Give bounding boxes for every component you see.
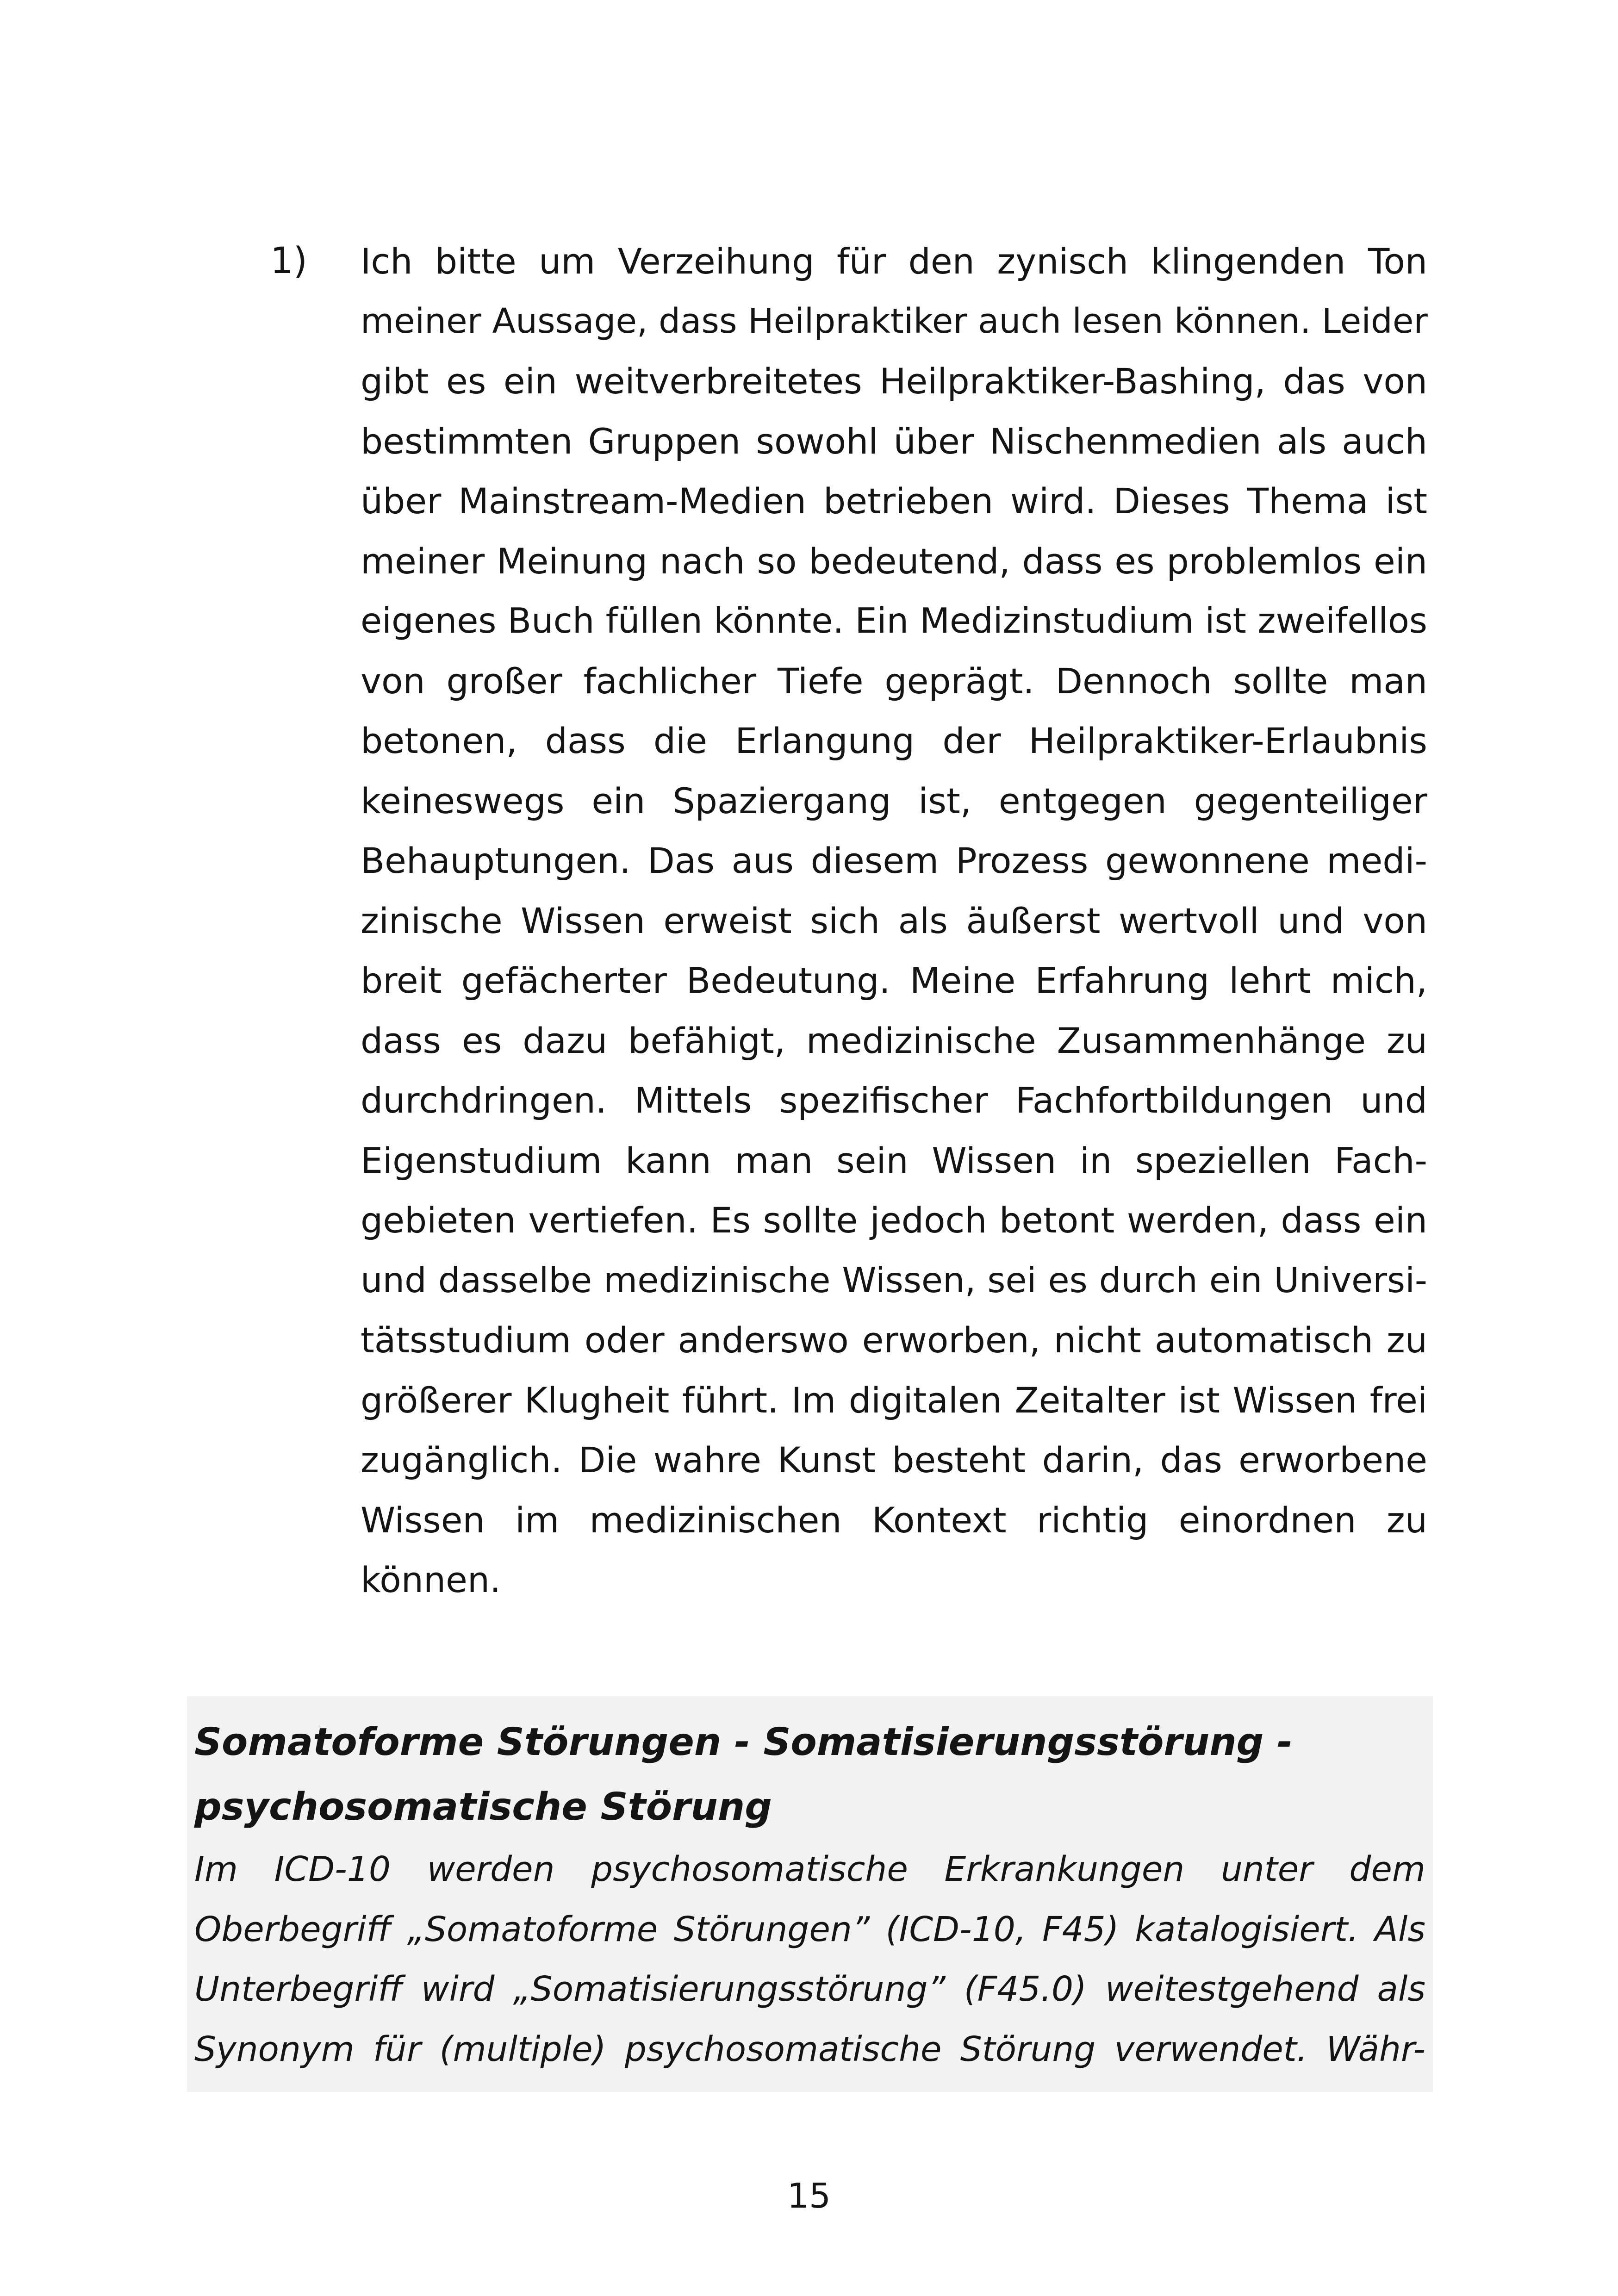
footnote-line: gibt es ein weitverbreitetes Heilpraktiker-Bashing, das von bbox=[361, 361, 1427, 402]
footnote-text bbox=[361, 231, 1427, 1610]
section-body bbox=[194, 1840, 1425, 2079]
body-line: Unterbegriff wird „Somatisierungsstörung” (F45.0) weitestgehend als bbox=[194, 1969, 1425, 2009]
body-line: Im ICD-10 werden psychosomatische Erkrankungen unter dem bbox=[194, 1849, 1425, 1889]
footnote-line: und dasselbe medizinische Wissen, sei es durch ein Universi- bbox=[361, 1259, 1427, 1300]
footnote-line: zinische Wissen erweist sich als äußerst wertvoll und von bbox=[361, 900, 1427, 941]
footnote-line: durchdringen. Mittels spezifischer Fachfortbildungen und bbox=[361, 1080, 1427, 1121]
footnote-line: Ich bitte um Verzeihung für den zynisch klingenden Ton bbox=[361, 241, 1427, 282]
section-heading bbox=[194, 1710, 1425, 1840]
footnote-line: bestimmten Gruppen sowohl über Nischenmedien als auch bbox=[361, 420, 1427, 462]
footnote-line: eigenes Buch füllen könnte. Ein Medizinstudium ist zweifellos bbox=[361, 600, 1427, 641]
footnote-line: breit gefächerter Bedeutung. Meine Erfahrung lehrt mich, bbox=[361, 960, 1427, 1001]
footnote-line: Behauptungen. Das aus diesem Prozess gewonnene medi- bbox=[361, 840, 1427, 881]
highlight-box bbox=[187, 1696, 1433, 2092]
footnote-line: meiner Aussage, dass Heilpraktiker auch lesen können. Leider bbox=[361, 301, 1428, 341]
footnote-line: zugänglich. Die wahre Kunst besteht darin, das erworbene bbox=[361, 1439, 1427, 1481]
body-line: Oberbegriff „Somatoforme Störungen” (ICD-10, F45) katalogisiert. Als bbox=[194, 1909, 1425, 1949]
footnote-line: keineswegs ein Spaziergang ist, entgegen gegenteiliger bbox=[361, 780, 1427, 821]
footnote-line: betonen, dass die Erlangung der Heilpraktiker-Erlaubnis bbox=[361, 720, 1427, 761]
footnote-line: dass es dazu befähigt, medizinische Zusammenhänge zu bbox=[361, 1020, 1427, 1061]
footnote-line: tätsstudium oder anderswo erworben, nicht automatisch zu bbox=[361, 1319, 1427, 1361]
footnote-line: größerer Klugheit führt. Im digitalen Zeitalter ist Wissen frei bbox=[361, 1379, 1427, 1421]
heading-line: psychosomatische Störung bbox=[194, 1785, 772, 1829]
footnote-number: 1) bbox=[270, 240, 308, 282]
footnote-line: Eigenstudium kann man sein Wissen in speziellen Fach- bbox=[361, 1139, 1427, 1181]
footnote-line: Wissen im medizinischen Kontext richtig einordnen zu bbox=[361, 1499, 1427, 1541]
footnote-line: gebieten vertiefen. Es sollte jedoch betont werden, dass ein bbox=[361, 1200, 1427, 1241]
page-number: 15 bbox=[787, 2176, 831, 2216]
body-line: Synonym für (multiple) psychosomatische Störung verwendet. Währ- bbox=[194, 2029, 1425, 2069]
heading-line: Somatoforme Störungen - Somatisierungsstörung - bbox=[194, 1720, 1293, 1764]
footnote-line: über Mainstream-Medien betrieben wird. Dieses Thema ist bbox=[361, 480, 1427, 522]
footnote-line: meiner Meinung nach so bedeutend, dass es problemlos ein bbox=[361, 540, 1427, 582]
footnote-line: von großer fachlicher Tiefe geprägt. Dennoch sollte man bbox=[361, 660, 1427, 702]
footnote-line: können. bbox=[361, 1559, 501, 1600]
